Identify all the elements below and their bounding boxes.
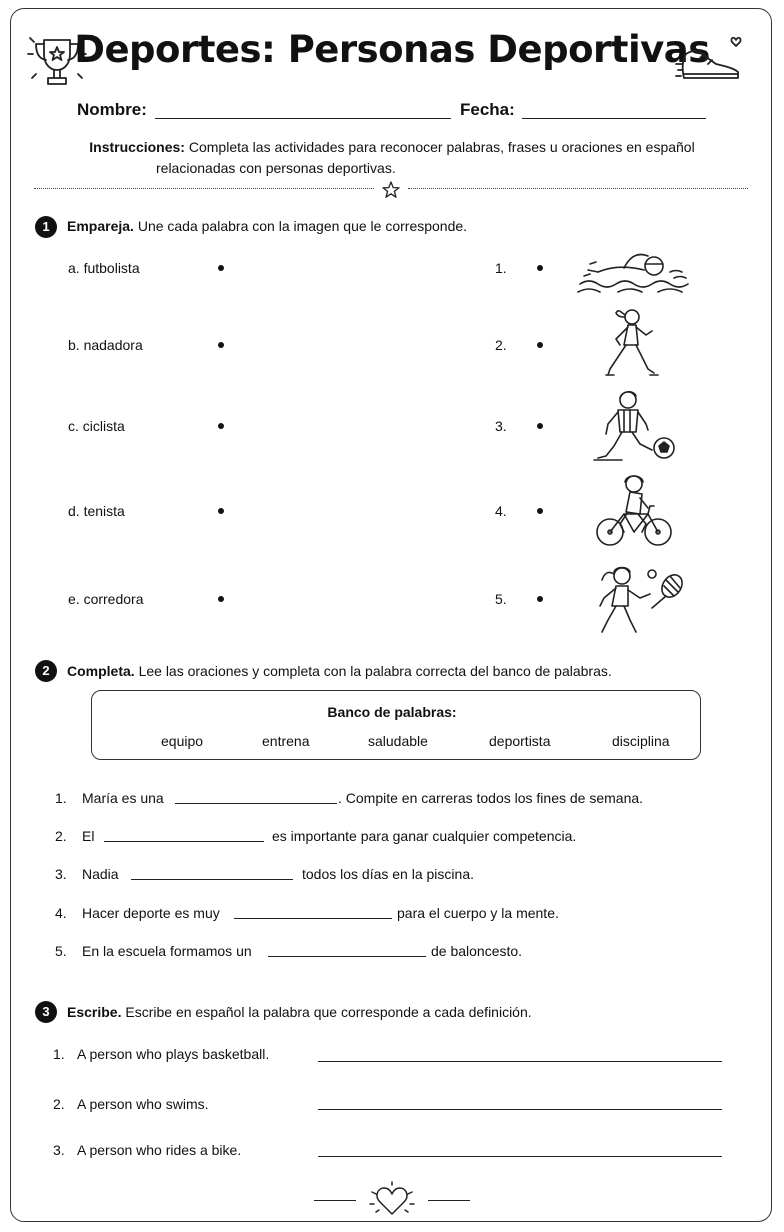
sentence-after: para el cuerpo y la mente. bbox=[397, 905, 559, 921]
match-word-c: c. ciclista bbox=[68, 418, 125, 434]
word-bank bbox=[91, 690, 701, 760]
word-bank-item: equipo bbox=[161, 733, 204, 749]
sentence-number: 1. bbox=[55, 790, 67, 806]
match-dot-right-2[interactable] bbox=[537, 342, 543, 348]
word-bank-title: Banco de palabras: bbox=[327, 704, 457, 720]
match-dot-left-a[interactable] bbox=[218, 265, 224, 271]
sentence-number: 2. bbox=[55, 828, 67, 844]
match-word-a: a. futbolista bbox=[68, 260, 140, 276]
word-bank-item: disciplina bbox=[612, 733, 670, 749]
section1-heading bbox=[67, 218, 467, 234]
runner-icon bbox=[604, 305, 660, 381]
instructions-label: Instrucciones: bbox=[89, 139, 185, 155]
sentence-number: 4. bbox=[55, 905, 67, 921]
definition-answer-2[interactable] bbox=[318, 1109, 722, 1110]
tennis-player-icon bbox=[594, 562, 688, 638]
match-word-b: b. nadadora bbox=[68, 337, 143, 353]
sentence-before: Hacer deporte es muy bbox=[82, 905, 220, 921]
sentence-blank-2[interactable] bbox=[104, 841, 264, 842]
sentence-number: 5. bbox=[55, 943, 67, 959]
page-title: Deportes: Personas Deportivas bbox=[74, 28, 710, 71]
section3-number: 3 bbox=[35, 1001, 57, 1023]
section1-heading-bold: Empareja. bbox=[67, 218, 134, 234]
section2-heading bbox=[67, 663, 612, 679]
section3-heading bbox=[67, 1004, 532, 1020]
heart-icon bbox=[368, 1180, 416, 1220]
definition-number: 2. bbox=[53, 1096, 65, 1112]
section2-heading-text: Lee las oraciones y completa con la palabra correcta del banco de palabras. bbox=[138, 663, 612, 679]
sentence-blank-4[interactable] bbox=[234, 918, 392, 919]
sentence-blank-3[interactable] bbox=[131, 879, 293, 880]
date-field[interactable] bbox=[522, 118, 706, 119]
match-number-5: 5. bbox=[495, 591, 507, 607]
match-number-1: 1. bbox=[495, 260, 507, 276]
footer-line-right bbox=[428, 1200, 470, 1201]
star-icon bbox=[382, 181, 400, 199]
cyclist-icon bbox=[594, 472, 674, 550]
match-number-3: 3. bbox=[495, 418, 507, 434]
match-dot-right-1[interactable] bbox=[537, 265, 543, 271]
name-field[interactable] bbox=[155, 118, 451, 119]
sentence-blank-1[interactable] bbox=[175, 803, 337, 804]
match-word-e: e. corredora bbox=[68, 591, 144, 607]
sentence-before: El bbox=[82, 828, 95, 844]
section1-number: 1 bbox=[35, 216, 57, 238]
instructions-line2: relacionadas con personas deportivas. bbox=[156, 160, 396, 176]
word-bank-item: entrena bbox=[262, 733, 310, 749]
definition-text: A person who rides a bike. bbox=[77, 1142, 242, 1158]
sentence-before: María es una bbox=[82, 790, 164, 806]
instructions-text: Completa las actividades para reconocer palabras, frases u oraciones en español bbox=[188, 139, 695, 155]
match-dot-left-c[interactable] bbox=[218, 423, 224, 429]
sentence-after: . Compite en carreras todos los fines de semana. bbox=[338, 790, 644, 806]
section1-heading-text: Une cada palabra con la imagen que le corresponde. bbox=[137, 218, 468, 234]
sentence-after: es importante para ganar cualquier competencia. bbox=[272, 828, 577, 844]
swimmer-icon bbox=[578, 250, 690, 294]
word-bank-item: deportista bbox=[489, 733, 551, 749]
definition-text: A person who plays basketball. bbox=[77, 1046, 270, 1062]
sentence-before: Nadia bbox=[82, 866, 119, 882]
footer-line-left bbox=[314, 1200, 356, 1201]
definition-text: A person who swims. bbox=[77, 1096, 209, 1112]
section3-heading-bold: Escribe. bbox=[67, 1004, 122, 1020]
definition-number: 1. bbox=[53, 1046, 65, 1062]
section3-heading-text: Escribe en español la palabra que corresponde a cada definición. bbox=[125, 1004, 532, 1020]
match-number-4: 4. bbox=[495, 503, 507, 519]
sentence-blank-5[interactable] bbox=[268, 956, 426, 957]
word-bank-item: saludable bbox=[368, 733, 428, 749]
definition-answer-1[interactable] bbox=[318, 1061, 722, 1062]
match-dot-left-e[interactable] bbox=[218, 596, 224, 602]
match-dot-right-3[interactable] bbox=[537, 423, 543, 429]
sentence-before: En la escuela formamos un bbox=[82, 943, 252, 959]
name-label: Nombre: bbox=[77, 100, 147, 119]
sentence-after: de baloncesto. bbox=[431, 943, 523, 959]
instructions-line1 bbox=[0, 137, 784, 158]
soccer-player-icon bbox=[592, 388, 682, 464]
match-dot-left-b[interactable] bbox=[218, 342, 224, 348]
match-number-2: 2. bbox=[495, 337, 507, 353]
section2-heading-bold: Completa. bbox=[67, 663, 135, 679]
definition-number: 3. bbox=[53, 1142, 65, 1158]
match-dot-left-d[interactable] bbox=[218, 508, 224, 514]
match-word-d: d. tenista bbox=[68, 503, 125, 519]
divider-left bbox=[34, 188, 374, 189]
section2-number: 2 bbox=[35, 660, 57, 682]
sentence-number: 3. bbox=[55, 866, 67, 882]
match-dot-right-4[interactable] bbox=[537, 508, 543, 514]
date-label: Fecha: bbox=[460, 100, 515, 119]
sneaker-icon bbox=[676, 34, 748, 86]
match-dot-right-5[interactable] bbox=[537, 596, 543, 602]
definition-answer-3[interactable] bbox=[318, 1156, 722, 1157]
divider-right bbox=[408, 188, 748, 189]
sentence-after: todos los días en la piscina. bbox=[302, 866, 474, 882]
